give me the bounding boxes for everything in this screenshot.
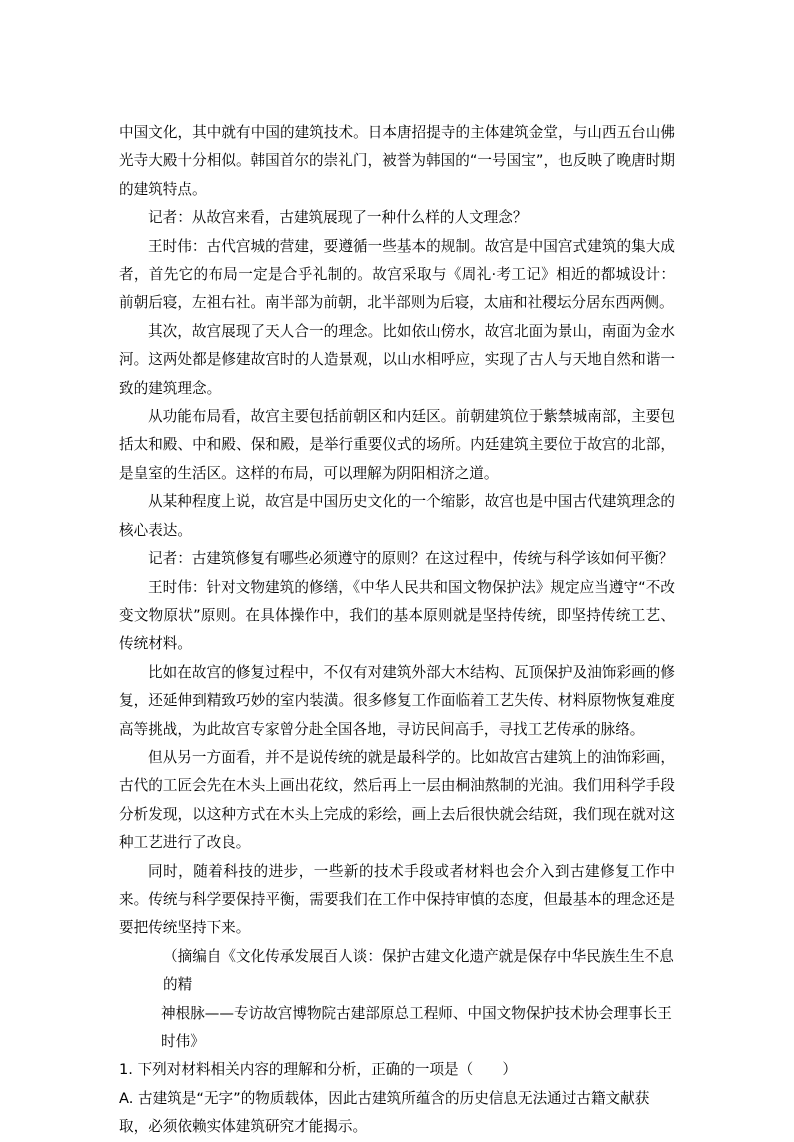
source-line-2: 神根脉——专访故宫博物院古建部原总工程师、中国文物保护技术协会理事长王时伟》 <box>161 1004 672 1050</box>
paragraph-restoration-process: 比如在故宫的修复过程中，不仅有对建筑外部大木结构、瓦顶保护及油饰彩画的修复，还延伸到精致巧妙的室内装潢。很多修复工作面临着工艺失传、材料原物恢复难度高等挑战，为此故宫专家曾分赴全国各地，寻访民间高手，寻找工艺传承的脉络。 <box>119 663 675 738</box>
paragraph-balance: 同时，随着科技的进步，一些新的技术手段或者材料也会介入到古建修复工作中来。传统与科学要保持平衡，需要我们在工作中保持审慎的态度，但最基本的理念还是要把传统坚持下来。 <box>119 862 675 937</box>
paragraph-answer-principle: 王时伟：针对文物建筑的修缮，《中华人民共和国文物保护法》规定应当遵守“不改变文物原状”原则。在具体操作中，我们的基本原则就是坚持传统，即坚持传统工艺、传统材料。 <box>119 578 675 653</box>
paragraph-layout: 从功能布局看，故宫主要包括前朝区和内廷区。前朝建筑位于紫禁城南部，主要包括太和殿、中和殿、保和殿，是举行重要仪式的场所。内廷建筑主要位于故宫的北部，是皇室的生活区。这样的布局，可以理解为阴阳相济之道。 <box>119 408 675 482</box>
paragraph-answer-rites: 王时伟：古代宫城的营建，要遵循一些基本的规制。故宫是中国宫式建筑的集大成者，首先它的布局一定是合乎礼制的。故宫采取与《周礼·考工记》相近的都城设计：前朝后寝，左祖右社。南半部为前朝，北半部则为后寝，太庙和社稷坛分居东西两侧。 <box>119 237 675 312</box>
paragraph-question-humanistic: 记者：从故宫来看，古建筑展现了一种什么样的人文理念？ <box>148 209 528 227</box>
document-page <box>119 119 675 1142</box>
paragraph-question-restoration: 记者：古建筑修复有哪些必须遵守的原则？在这过程中，传统与科学该如何平衡？ <box>148 550 674 568</box>
paragraph-tradition-science: 但从另一方面看，并不是说传统的就是最科学的。比如故宫古建筑上的油饰彩画，古代的工匠会先在木头上画出花纹，然后再上一层由桐油熬制的光油。我们用科学手段分析发现，以这种方式在木头上完成的彩绘，画上去后很快就会结斑，我们现在就对这种工艺进行了改良。 <box>119 748 675 852</box>
paragraph-harmony: 其次，故宫展现了天人合一的理念。比如依山傍水，故宫北面为景山，南面为金水河。这两处都是修建故宫时的人造景观，以山水相呼应，实现了古人与天地自然和谐一致的建筑理念。 <box>119 322 675 397</box>
paragraph-intro: 中国文化，其中就有中国的建筑技术。日本唐招提寺的主体建筑金堂，与山西五台山佛光寺大殿十分相似。韩国首尔的崇礼门，被誉为韩国的“一号国宝”，也反映了晚唐时期的建筑特点。 <box>119 124 675 198</box>
option-a: A. 古建筑是“无字”的物质载体，因此古建筑所蕴含的历史信息无法通过古籍文献获取，必须依赖实体建筑研究才能揭示。 <box>119 1089 650 1136</box>
source-line-1: （摘编自《文化传承发展百人谈：保护古建文化遗产就是保存中华民族生生不息的精 <box>163 947 674 994</box>
question-1: 1. 下列对材料相关内容的理解和分析，正确的一项是（ ） <box>119 1061 518 1079</box>
source-citation <box>119 943 675 1057</box>
paragraph-epitome: 从某种程度上说，故宫是中国历史文化的一个缩影，故宫也是中国古代建筑理念的核心表达。 <box>119 493 675 539</box>
